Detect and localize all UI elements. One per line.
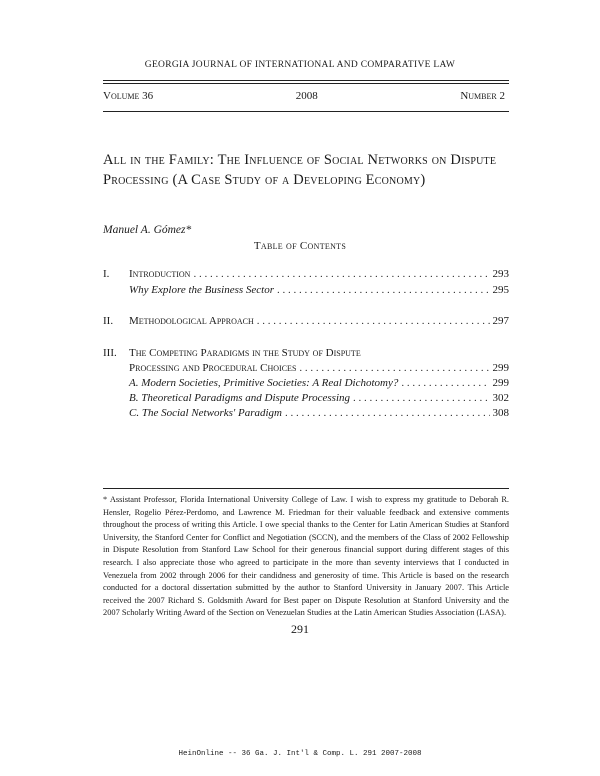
toc-entry-text: The Competing Paradigms in the Study of Dispute	[129, 347, 361, 359]
journal-name: GEORGIA JOURNAL OF INTERNATIONAL AND COMPARATIVE LAW	[144, 60, 456, 70]
toc-entry-number: I.	[103, 268, 110, 280]
toc-entry	[103, 346, 509, 361]
toc-leader	[353, 391, 490, 406]
header-rule-double	[103, 83, 509, 84]
toc-entry-page: 295	[492, 284, 509, 296]
header-rule-bottom	[103, 111, 509, 112]
toc-entry-page: 299	[492, 362, 509, 374]
toc-entry-text: Introduction	[129, 268, 191, 280]
toc-entry	[103, 391, 509, 406]
footnote-text: * Assistant Professor, Florida International University College of Law. I wish to express my gratitude to Deborah R. Hensler, Rogelio Pérez-Perdomo, and Lawrence M. Friedman for their valuable feedback and extensive comments throughout the process of writing this Article. I owe special thanks to the Center for Latin American Studies at Stanford University, the Stanford Center for Conflict and Negotiation (SCCN), and the members of the Class of 2002 Fellowship in Dispute Resolution from Stanford Law School for their generous financial support during different stages of this research. I also appreciate those who agreed to participate in the more than seventy interviews that I conducted in Venezuela from 2002 through 2006 for their candidness and generosity of time. This Article is based on the research conducted for a doctoral dissertation submitted by the author to Stanford University in January 2007. This Article received the 2007 Richard S. Goldsmith Award for Best paper on Dispute Resolution at Stanford University and the 2007 Scholarly Writing Award of the Section on Venezuelan Studies at the Latin American Studies Association (LASA).	[103, 495, 509, 618]
toc-entry	[103, 314, 509, 329]
toc-entry-page: 297	[492, 315, 509, 327]
toc-entry-page: 293	[492, 268, 509, 280]
toc-entry-text: Why Explore the Business Sector	[129, 284, 274, 296]
volume-label: Volume 36	[103, 90, 154, 102]
toc-entry-number: III.	[103, 347, 117, 359]
toc-leader	[401, 376, 489, 391]
issue-row	[103, 90, 505, 102]
toc-entry-page: 302	[492, 392, 509, 404]
toc-entry-text: C. The Social Networks' Paradigm	[129, 407, 282, 419]
footnote-separator	[103, 488, 509, 489]
toc-leader	[285, 406, 490, 421]
toc-heading: Table of Contents	[253, 240, 347, 252]
toc-leader	[193, 267, 489, 282]
toc-entry-page: 299	[492, 377, 509, 389]
toc-entry	[103, 406, 509, 421]
toc-entry	[103, 283, 509, 298]
toc-leader	[277, 283, 490, 298]
page-number: 291	[291, 622, 309, 636]
toc-entry-text: A. Modern Societies, Primitive Societies: A Real Dichotomy?	[129, 377, 399, 389]
toc-leader	[299, 361, 489, 376]
year-label: 2008	[295, 90, 318, 102]
number-label: Number 2	[460, 90, 505, 102]
toc-entry-page: 308	[492, 407, 509, 419]
toc-entry-number: II.	[103, 315, 114, 327]
header-rule-top	[103, 80, 509, 81]
toc-entry	[103, 361, 509, 376]
toc-entry-text: Processing and Procedural Choices	[129, 362, 297, 374]
toc-entry	[103, 267, 509, 282]
toc-entry-text: B. Theoretical Paradigms and Dispute Processing	[129, 392, 350, 404]
article-title: All in the Family: The Influence of Social Networks on Dispute Processing (A Case Study of a Developing Economy)	[103, 152, 497, 188]
toc-entry-text: Methodological Approach	[129, 315, 254, 327]
article-author: Manuel A. Gómez*	[103, 224, 192, 236]
hein-watermark: HeinOnline -- 36 Ga. J. Int'l & Comp. L. 291 2007-2008	[178, 750, 422, 758]
toc-leader	[257, 314, 490, 329]
toc-entry	[103, 376, 509, 391]
